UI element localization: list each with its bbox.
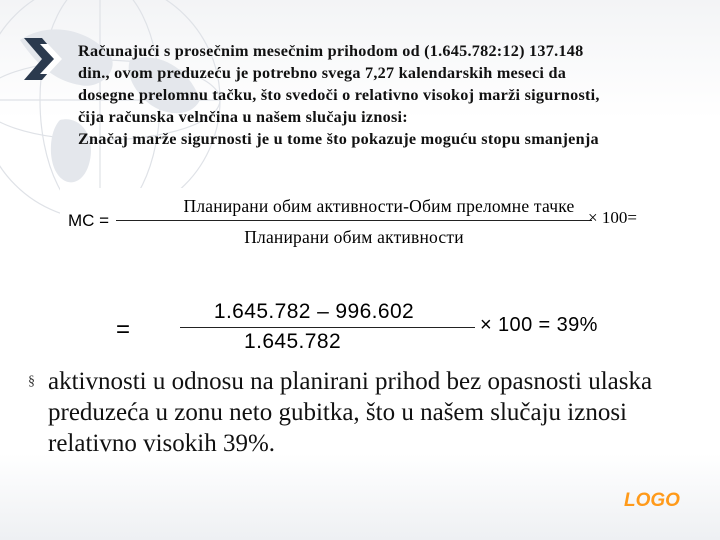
fraction-bar (116, 220, 592, 221)
formula-numerator: Планирани обим активности-Обим преломне тачке (183, 196, 575, 216)
formula-label: MC = (68, 211, 110, 230)
intro-line: Računajući s prosečnim mesečnim prihodom od (1.645.782:12) 137.148 (78, 42, 584, 60)
fraction-bar (180, 327, 475, 328)
formula-multiplier: × 100= (588, 208, 637, 227)
intro-line: čija računska velnčina u našem slučaju iznosi: (78, 108, 408, 126)
bullet-marker: § (28, 374, 35, 389)
logo: LOGO (624, 490, 680, 511)
intro-paragraph (78, 40, 710, 150)
calculation-numerator: 1.645.782 – 996.602 (213, 300, 415, 323)
calculation-result: × 100 = 39% (480, 314, 598, 336)
calculation-formula (110, 292, 652, 360)
intro-line: Značaj marže sigurnosti je u tome što pokazuje moguću stopu smanjenja (78, 130, 599, 148)
bullet-text: aktivnosti u odnosu na planirani prihod bez opasnosti ulaska preduzeća u zonu neto gubitka, što u našem slučaju iznosi relativno visokih 39%. (48, 368, 653, 457)
calculation-denominator: 1.645.782 (244, 330, 342, 353)
formula-denominator: Планирани обим активности (244, 227, 464, 247)
equals-sign: = (116, 316, 131, 343)
intro-line: dosegne prelomnu tačku, što svedoči o relativno visokoj marži sigurnosti, (78, 86, 600, 104)
margin-of-safety-formula (60, 188, 650, 260)
double-chevron-icon (22, 36, 64, 82)
intro-line: din., ovom preduzeću je potrebno svega 7,27 kalendarskih meseci da (78, 64, 567, 82)
